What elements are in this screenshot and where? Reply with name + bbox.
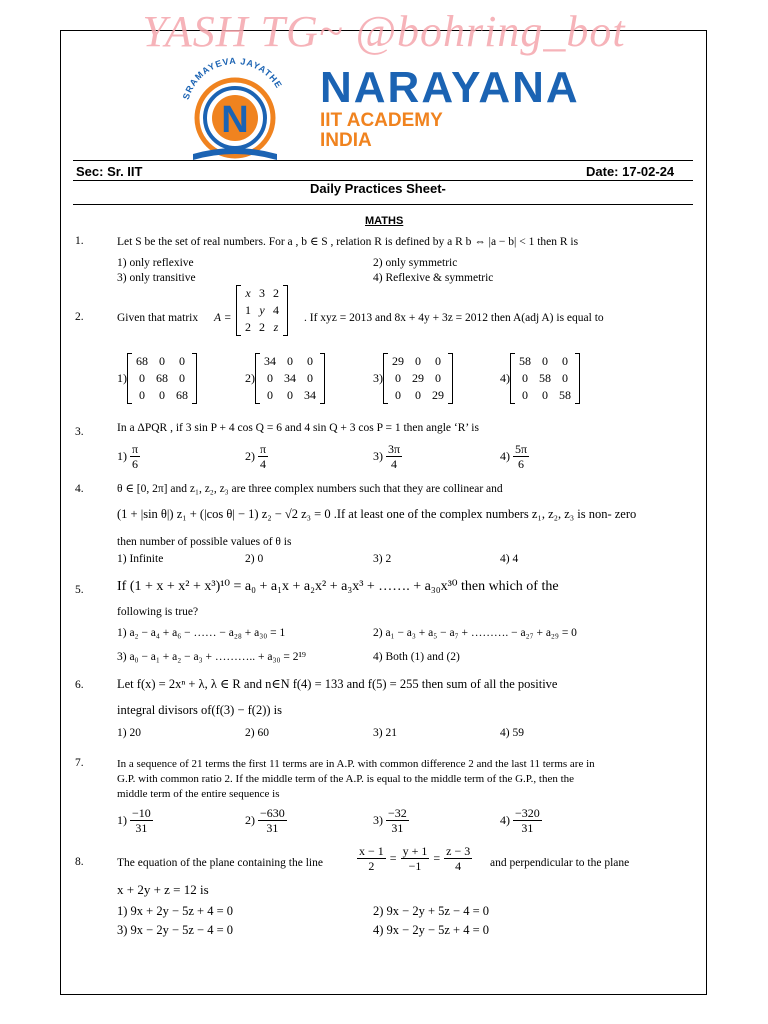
matrix-cell: 29 bbox=[392, 354, 404, 368]
option-label: 3) bbox=[373, 371, 383, 385]
option: 2) a₁ − a₃ + a₅ − a₇ + ………. − a₂₇ + a₂₉ = 0 bbox=[373, 627, 577, 639]
fraction bbox=[513, 442, 529, 471]
question-number: 5. bbox=[75, 584, 84, 596]
matrix-cell: 29 bbox=[432, 388, 444, 402]
fraction bbox=[258, 806, 287, 835]
question-text: In a sequence of 21 terms the first 11 terms are in A.P. with common difference 2 and the last 11 terms are in bbox=[117, 758, 595, 770]
denominator: 31 bbox=[266, 821, 279, 835]
question-text: middle term of the entire sequence is bbox=[117, 788, 280, 800]
question-text: and perpendicular to the plane bbox=[490, 857, 630, 869]
date-label: Date: 17-02-24 bbox=[586, 164, 675, 179]
matrix bbox=[236, 285, 288, 336]
matrix-cell: 0 bbox=[522, 388, 528, 402]
fraction bbox=[386, 806, 409, 835]
option-label: 4) bbox=[500, 371, 510, 385]
option bbox=[500, 353, 580, 404]
denominator: 4 bbox=[391, 457, 398, 471]
fraction bbox=[386, 442, 402, 471]
denominator: 31 bbox=[135, 821, 148, 835]
matrix-cell: 0 bbox=[139, 388, 145, 402]
numerator: 3π bbox=[388, 442, 401, 456]
matrix-cell: z bbox=[273, 320, 279, 334]
matrix-cell: 0 bbox=[435, 371, 441, 385]
matrix-cell: 0 bbox=[307, 371, 313, 385]
brand-block bbox=[320, 65, 580, 151]
option-label: 1) bbox=[117, 371, 127, 385]
matrix-cell: 0 bbox=[395, 388, 401, 402]
matrix-cell: 58 bbox=[559, 388, 571, 402]
option: 3) a₀ − a₁ + a₂ − a₃ + ……….. + a₃₀ = 2¹⁹ bbox=[117, 651, 306, 663]
option: 4) 59 bbox=[500, 727, 524, 739]
matrix-cell: 2 bbox=[273, 286, 279, 300]
option: 3) 21 bbox=[373, 727, 397, 739]
option: 1) a₂ − a₄ + a₆ − …… − a₂₈ + a₃₀ = 1 bbox=[117, 627, 286, 639]
question-text: then number of possible values of θ is bbox=[117, 536, 292, 548]
question-text: x + 2y + z = 12 is bbox=[117, 882, 209, 897]
subject-heading: MATHS bbox=[365, 215, 404, 227]
fraction bbox=[130, 442, 140, 471]
matrix-cell: y bbox=[259, 303, 265, 317]
fraction bbox=[130, 806, 153, 835]
matrix-cell: 58 bbox=[539, 371, 551, 385]
matrix-a bbox=[236, 285, 288, 336]
matrix-cell: 0 bbox=[287, 388, 293, 402]
matrix bbox=[255, 353, 325, 404]
numerator: π bbox=[260, 442, 267, 456]
option-label: 4) bbox=[500, 449, 510, 463]
question-number: 1. bbox=[75, 235, 84, 247]
option-label: 3) bbox=[373, 813, 383, 827]
matrix-cell: 0 bbox=[307, 354, 313, 368]
question-text: G.P. with common ratio 2. If the middle term of the A.P. is equal to the middle term of the G.P., then the bbox=[117, 773, 575, 785]
matrix-cell: 29 bbox=[412, 371, 424, 385]
matrix-cell: 0 bbox=[159, 388, 165, 402]
question-text: . If xyz = 2013 and 8x + 4y + 3z = 2012 then A(adj A) is equal to bbox=[304, 312, 604, 324]
option: 4) Both (1) and (2) bbox=[373, 651, 460, 663]
question-text: Let f(x) = 2xⁿ + λ, λ ∈ R and n∈N f(4) = 133 and f(5) = 255 then sum of all the positive bbox=[117, 677, 558, 691]
numerator: −630 bbox=[260, 806, 285, 820]
matrix-cell: 4 bbox=[273, 303, 279, 317]
numerator: π bbox=[132, 442, 139, 456]
matrix-cell: x bbox=[245, 286, 251, 300]
question-number: 8. bbox=[75, 856, 84, 868]
option: 2) only symmetric bbox=[373, 257, 458, 269]
option bbox=[373, 442, 402, 471]
option bbox=[373, 353, 453, 404]
numerator: −320 bbox=[515, 806, 540, 820]
option: 4) Reflexive & symmetric bbox=[373, 272, 494, 284]
option: 2) 9x − 2y + 5z − 4 = 0 bbox=[373, 904, 490, 918]
numerator: −32 bbox=[388, 806, 407, 820]
matrix-name: A = bbox=[214, 312, 232, 324]
option: 1) Infinite bbox=[117, 553, 164, 565]
question-text: Given that matrix bbox=[117, 312, 199, 324]
matrix-cell: 0 bbox=[179, 371, 185, 385]
question-number: 4. bbox=[75, 483, 84, 495]
question-text: Let S be the set of real numbers. For a , b ∈ S , relation R is defined by a R b ⇔ |a − b| < 1 then R is bbox=[117, 236, 579, 248]
narayana-logo bbox=[175, 50, 295, 165]
matrix-cell: 68 bbox=[156, 371, 168, 385]
question-text: The equation of the plane containing the line bbox=[117, 857, 323, 869]
matrix-cell: 0 bbox=[562, 371, 568, 385]
denominator: 31 bbox=[391, 821, 404, 835]
matrix-cell: 58 bbox=[519, 354, 531, 368]
matrix-cell: 0 bbox=[179, 354, 185, 368]
denominator: 6 bbox=[132, 457, 139, 471]
option: 3) only transitive bbox=[117, 272, 196, 284]
option bbox=[245, 353, 325, 404]
denominator: 6 bbox=[518, 457, 525, 471]
matrix-cell: 68 bbox=[176, 388, 188, 402]
line-equation: $\frac{x - 1}{2}$ = $\frac{y + 1}{-1}$ = $\frac{z - 3}{4}$ bbox=[359, 844, 471, 873]
question-text: θ ∈ [0, 2π] and z₁, z₂, z₃ are three complex numbers such that they are collinear and bbox=[117, 483, 503, 495]
question-text: following is true? bbox=[117, 606, 199, 618]
option: 4) 4 bbox=[500, 553, 519, 565]
matrix-cell: 0 bbox=[267, 388, 273, 402]
denominator: 4 bbox=[260, 457, 267, 471]
option: 4) 9x − 2y − 5z + 4 = 0 bbox=[373, 923, 490, 937]
matrix-cell: 0 bbox=[415, 354, 421, 368]
option: 1) only reflexive bbox=[117, 257, 194, 269]
matrix-cell: 0 bbox=[139, 371, 145, 385]
option bbox=[245, 442, 268, 471]
sheet-title: Daily Practices Sheet- bbox=[310, 181, 446, 196]
question-text: (1 + |sin θ|) z₁ + (|cos θ| − 1) z₂ − √2 z₃ = 0 .If at least one of the complex numbers z₁, z₂, z₃ is non- zero bbox=[117, 507, 637, 521]
matrix-cell: 0 bbox=[562, 354, 568, 368]
option bbox=[245, 806, 287, 835]
matrix-cell: 3 bbox=[259, 286, 265, 300]
option: 2) 0 bbox=[245, 553, 264, 565]
numerator: 5π bbox=[515, 442, 528, 456]
question-text: In a ΔPQR , if 3 sin P + 4 cos Q = 6 and 4 sin Q + 3 cos P = 1 then angle ‘R’ is bbox=[117, 422, 479, 434]
matrix-cell: 2 bbox=[259, 320, 265, 334]
option bbox=[117, 353, 197, 404]
matrix-cell: 2 bbox=[245, 320, 251, 334]
brand-sub1: IIT ACADEMY bbox=[320, 110, 443, 131]
matrix-cell: 0 bbox=[542, 354, 548, 368]
matrix-cell: 0 bbox=[159, 354, 165, 368]
watermark: YASH TG~ @bohring_bot bbox=[142, 7, 626, 56]
matrix-cell: 0 bbox=[522, 371, 528, 385]
matrix-cell: 0 bbox=[415, 388, 421, 402]
matrix bbox=[127, 353, 197, 404]
numerator: −10 bbox=[132, 806, 151, 820]
option-label: 1) bbox=[117, 449, 127, 463]
matrix-cell: 0 bbox=[267, 371, 273, 385]
option-label: 2) bbox=[245, 449, 255, 463]
matrix-cell: 68 bbox=[136, 354, 148, 368]
option: 1) 20 bbox=[117, 727, 141, 739]
option bbox=[373, 806, 409, 835]
option-label: 2) bbox=[245, 371, 255, 385]
question-number: 2. bbox=[75, 311, 84, 323]
divider bbox=[73, 204, 693, 205]
option bbox=[117, 442, 140, 471]
question-text: If (1 + x + x² + x³)¹⁰ = a₀ + a₁x + a₂x² + a₃x³ + ……. + a₃₀x³⁰ then which of the bbox=[117, 579, 559, 594]
option-label: 1) bbox=[117, 813, 127, 827]
option bbox=[500, 806, 542, 835]
denominator: 31 bbox=[521, 821, 534, 835]
fraction: $\frac{x - 1}{2}$ bbox=[359, 844, 384, 873]
option bbox=[500, 442, 529, 471]
question-text: integral divisors of(f(3) − f(2)) is bbox=[117, 703, 282, 717]
question-number: 3. bbox=[75, 426, 84, 438]
divider bbox=[73, 160, 693, 161]
fraction bbox=[513, 806, 542, 835]
option-label: 2) bbox=[245, 813, 255, 827]
matrix-cell: 0 bbox=[435, 354, 441, 368]
matrix-cell: 0 bbox=[395, 371, 401, 385]
brand-name: NARAYANA bbox=[320, 63, 580, 112]
option bbox=[117, 806, 153, 835]
fraction: $\frac{y + 1}{-1}$ bbox=[402, 844, 428, 873]
matrix bbox=[383, 353, 453, 404]
option: 3) 2 bbox=[373, 553, 392, 565]
matrix-cell: 1 bbox=[245, 303, 251, 317]
option: 3) 9x − 2y − 5z − 4 = 0 bbox=[117, 923, 234, 937]
section-label: Sec: Sr. IIT bbox=[76, 164, 143, 179]
option-label: 4) bbox=[500, 813, 510, 827]
fraction bbox=[258, 442, 268, 471]
matrix-cell: 34 bbox=[264, 354, 276, 368]
matrix-cell: 0 bbox=[287, 354, 293, 368]
brand-sub2: INDIA bbox=[320, 130, 372, 151]
fraction: $\frac{z - 3}{4}$ bbox=[446, 844, 471, 873]
option: 1) 9x + 2y − 5z + 4 = 0 bbox=[117, 904, 234, 918]
matrix-cell: 34 bbox=[284, 371, 296, 385]
option: 2) 60 bbox=[245, 727, 269, 739]
logo-motto: SRAMAYEVA JAYATHE bbox=[180, 55, 285, 101]
matrix-cell: 34 bbox=[304, 388, 316, 402]
matrix-cell: 0 bbox=[542, 388, 548, 402]
matrix bbox=[510, 353, 580, 404]
question-number: 6. bbox=[75, 679, 84, 691]
logo-letter: N bbox=[221, 99, 249, 141]
option-label: 3) bbox=[373, 449, 383, 463]
question-number: 7. bbox=[75, 757, 84, 769]
